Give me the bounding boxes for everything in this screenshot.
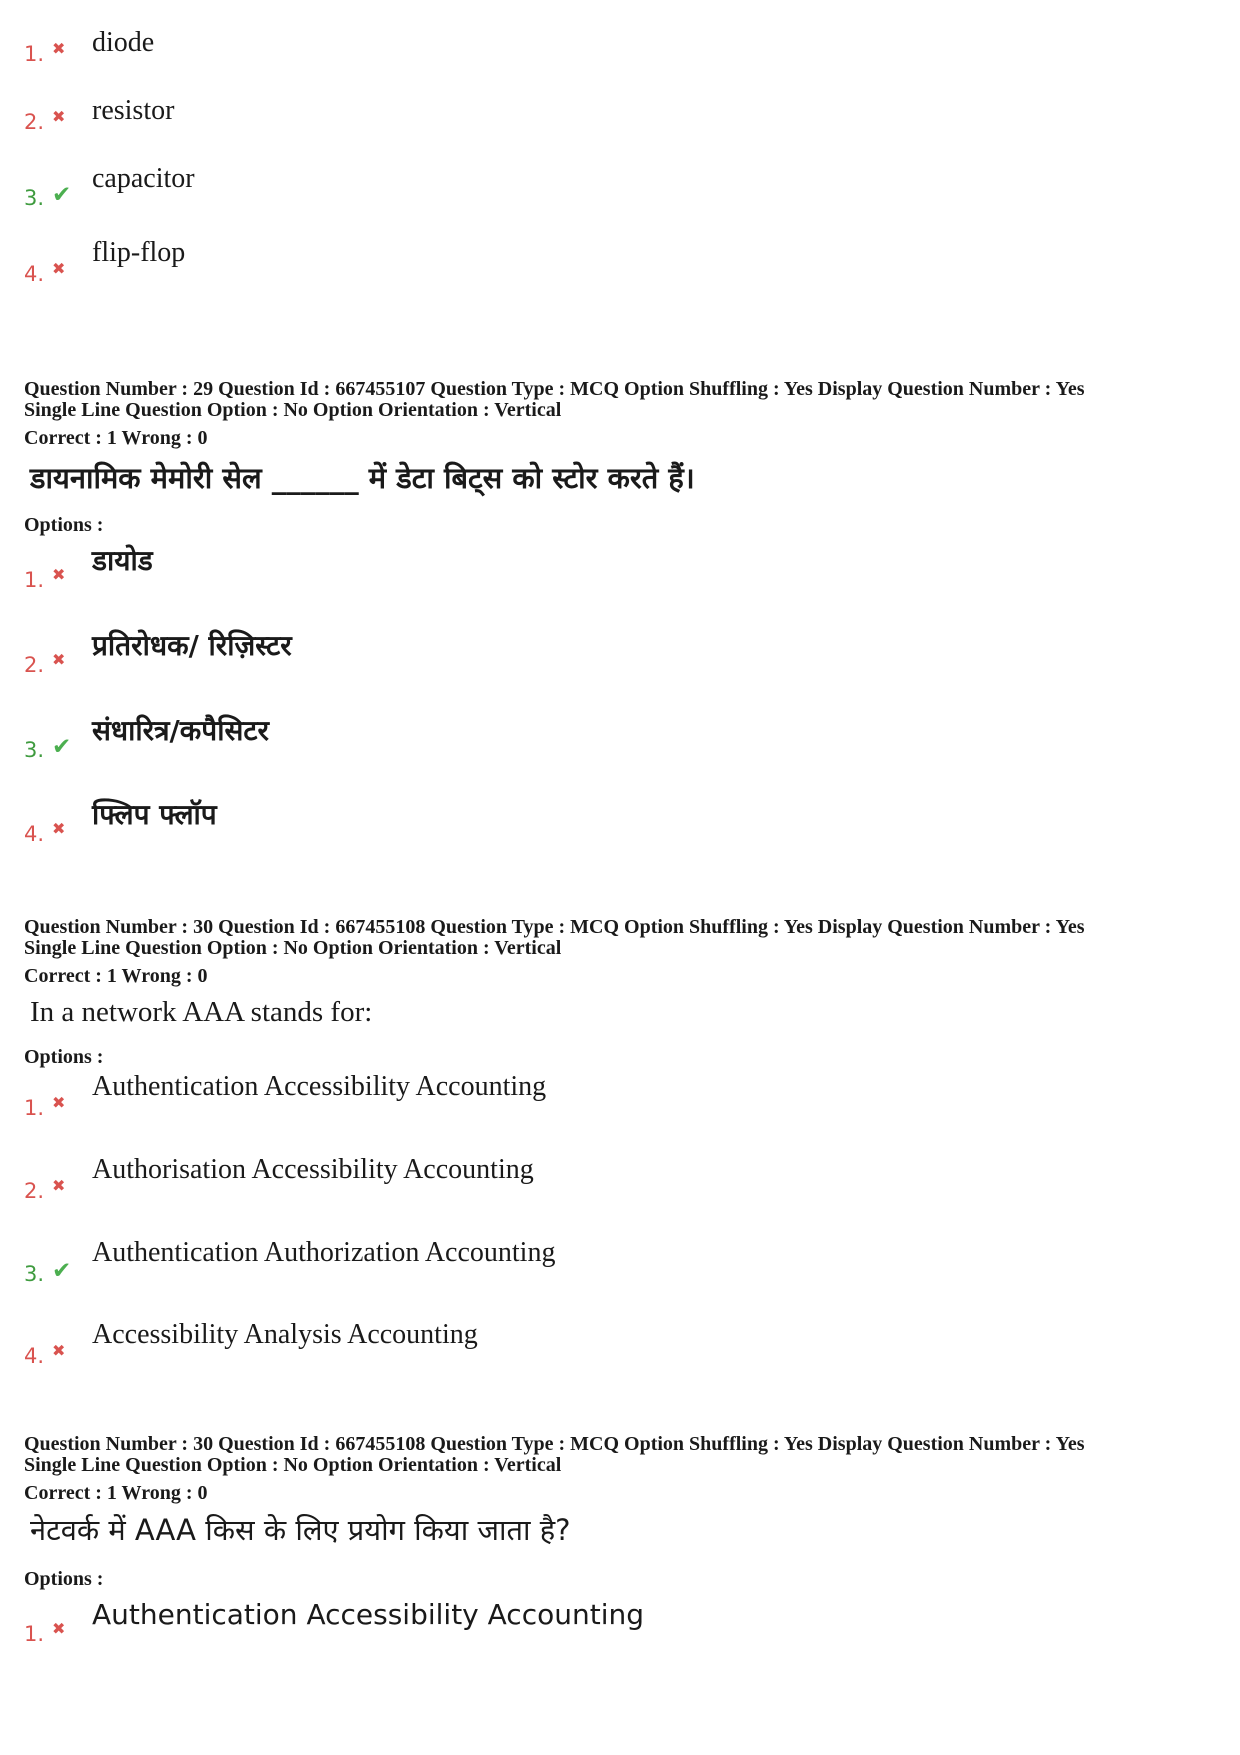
cross-icon: ✖	[52, 1093, 66, 1112]
check-icon: ✔	[52, 734, 72, 760]
cross-icon: ✖	[52, 1341, 66, 1360]
option-number: 4.	[24, 1344, 45, 1368]
question-text: नेटवर्क में AAA किस के लिए प्रयोग किया जाता है?	[30, 1513, 571, 1547]
option-number: 3.	[24, 738, 45, 762]
question-marks: Correct : 1 Wrong : 0	[24, 1482, 208, 1504]
option-text: Authentication Accessibility Accounting	[92, 1598, 644, 1631]
option-4	[0, 237, 1240, 286]
option-text: Accessibility Analysis Accounting	[92, 1319, 478, 1350]
options-label: Options :	[24, 514, 104, 536]
option-4	[0, 1319, 1240, 1368]
check-icon: ✔	[52, 1258, 72, 1284]
cross-icon: ✖	[52, 1176, 66, 1195]
option-text: Authorisation Accessibility Accounting	[92, 1154, 534, 1185]
option-3	[0, 163, 1240, 210]
option-1	[0, 1598, 1240, 1646]
option-number: 1.	[24, 1622, 45, 1646]
option-text: Authentication Authorization Accounting	[92, 1237, 556, 1268]
check-icon: ✔	[52, 182, 72, 208]
options-label: Options :	[24, 1568, 104, 1590]
option-text: flip-flop	[92, 237, 186, 268]
cross-icon: ✖	[52, 39, 66, 58]
option-text: फ्लिप फ्लॉप	[92, 798, 217, 831]
question-meta: Question Number : 29 Question Id : 667455107 Question Type : MCQ Option Shuffling : Yes Display Question Number : Yes	[24, 378, 1085, 400]
question-meta-2: Single Line Question Option : No Option Orientation : Vertical	[24, 937, 562, 959]
cross-icon: ✖	[52, 259, 66, 278]
option-text: डायोड	[92, 544, 153, 577]
option-2	[0, 1154, 1240, 1203]
option-4	[0, 798, 1240, 846]
option-number: 1.	[24, 42, 45, 66]
option-number: 3.	[24, 186, 45, 210]
cross-icon: ✖	[52, 565, 66, 584]
question-meta: Question Number : 30 Question Id : 667455108 Question Type : MCQ Option Shuffling : Yes Display Question Number : Yes	[24, 1433, 1085, 1455]
option-text: resistor	[92, 95, 175, 126]
option-number: 2.	[24, 110, 45, 134]
question-meta-2: Single Line Question Option : No Option Orientation : Vertical	[24, 1454, 562, 1476]
option-number: 4.	[24, 822, 45, 846]
option-3	[0, 714, 1240, 762]
option-2	[0, 629, 1240, 677]
cross-icon: ✖	[52, 650, 66, 669]
option-2	[0, 94, 1240, 134]
option-number: 3.	[24, 1262, 45, 1286]
question-text: In a network AAA stands for:	[30, 996, 373, 1028]
option-number: 1.	[24, 1096, 45, 1120]
option-text: capacitor	[92, 163, 195, 194]
option-3	[0, 1237, 1240, 1286]
option-number: 4.	[24, 262, 45, 286]
option-1	[0, 26, 1240, 66]
option-text: Authentication Accessibility Accounting	[92, 1071, 547, 1102]
option-text: संधारित्र/कपैसिटर	[92, 714, 269, 747]
option-text: प्रतिरोधक/ रिज़िस्टर	[92, 629, 292, 662]
cross-icon: ✖	[52, 107, 66, 126]
cross-icon: ✖	[52, 1619, 66, 1638]
option-1	[0, 1071, 1240, 1120]
question-marks: Correct : 1 Wrong : 0	[24, 965, 208, 987]
option-1	[0, 544, 1240, 592]
option-text: diode	[92, 27, 155, 58]
options-label: Options :	[24, 1046, 104, 1068]
question-marks: Correct : 1 Wrong : 0	[24, 427, 208, 449]
question-meta-2: Single Line Question Option : No Option Orientation : Vertical	[24, 399, 562, 421]
option-number: 1.	[24, 568, 45, 592]
option-number: 2.	[24, 1179, 45, 1203]
cross-icon: ✖	[52, 819, 66, 838]
question-meta: Question Number : 30 Question Id : 667455108 Question Type : MCQ Option Shuffling : Yes Display Question Number : Yes	[24, 916, 1085, 938]
option-number: 2.	[24, 653, 45, 677]
question-text: डायनामिक मेमोरी सेल ______ में डेटा बिट्स को स्टोर करते हैं।	[30, 461, 695, 495]
